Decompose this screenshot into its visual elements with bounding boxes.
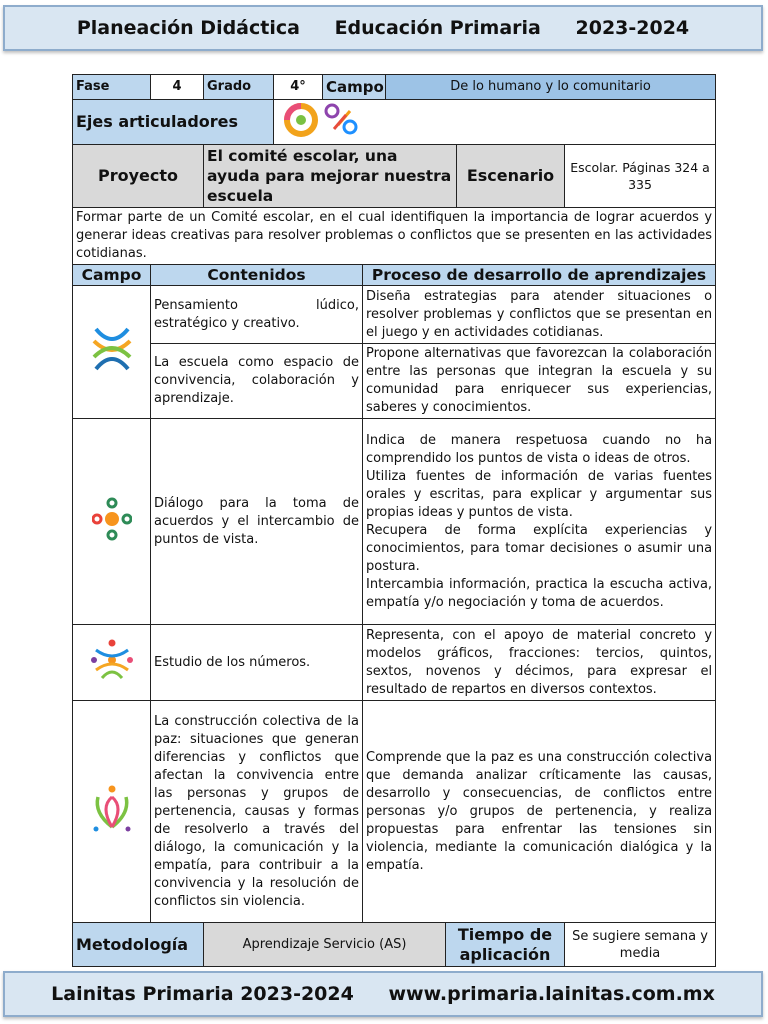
col-proceso: Proceso de desarrollo de aprendizajes xyxy=(363,265,716,286)
proyecto-row xyxy=(73,145,716,208)
proyecto-label: Proyecto xyxy=(73,145,204,208)
content-row xyxy=(73,344,716,419)
contenido-cell: Diálogo para la toma de acuerdos y el intercambio de puntos de vista. xyxy=(151,419,363,625)
metodologia-value: Aprendizaje Servicio (AS) xyxy=(204,923,446,967)
lenguajes-icon xyxy=(92,530,132,545)
campo-icon-cell xyxy=(73,419,151,625)
tiempo-value: Se sugiere semana y media xyxy=(565,923,716,967)
grado-value: 4° xyxy=(274,75,323,100)
tiempo-label: Tiempo de aplicación xyxy=(446,923,565,967)
grado-label: Grado xyxy=(204,75,274,100)
col-campo: Campo xyxy=(73,265,151,286)
ejes-label: Ejes articuladores xyxy=(73,100,274,145)
campo-icon-cell xyxy=(73,286,151,419)
proceso-cell xyxy=(363,419,716,625)
col-contenidos: Contenidos xyxy=(151,265,363,286)
header-year: 2023-2024 xyxy=(575,17,690,39)
inclusion-circle-icon xyxy=(284,126,322,141)
campo-icon-cell xyxy=(73,625,151,701)
campo-value: De lo humano y lo comunitario xyxy=(386,75,716,100)
footer-url[interactable]: www.primaria.lainitas.com.mx xyxy=(388,983,715,1005)
info-row xyxy=(73,75,716,100)
contenido-cell: Estudio de los números. xyxy=(151,625,363,701)
objetivo-row xyxy=(73,208,716,265)
humano-comunitario-icon xyxy=(90,364,134,379)
fase-value: 4 xyxy=(151,75,204,100)
campo-icon-cell xyxy=(73,701,151,923)
footer-brand: Lainitas Primaria 2023-2024 xyxy=(51,983,354,1005)
objetivo-text: Formar parte de un Comité escolar, en el cual identifiquen la importancia de lograr acuerdos y generar ideas creativas para resolver problemas o conflictos que se presenten en las actividades cotidianas. xyxy=(73,208,716,265)
proceso-item: Utiliza fuentes de información de varias fuentes orales y escritas, para explicar y argumentar sus propias ideas y puntos de vista. xyxy=(366,468,713,520)
footer-banner xyxy=(3,971,763,1017)
metodologia-row xyxy=(73,923,716,967)
ejes-icons xyxy=(274,100,716,145)
content-row xyxy=(73,625,716,701)
interculturalidad-icon xyxy=(322,126,362,141)
ejes-row xyxy=(73,100,716,145)
contenido-cell: La construcción colectiva de la paz: situaciones que generan diferencias y conflictos que afectan la convivencia entre las personas y grupos de pertenencia, causas y formas de resolverlo a través del diálogo, la comunicación y la empatía, para contribuir a la convivencia y la resolución de conflictos sin violencia. xyxy=(151,701,363,923)
proyecto-value: El comité escolar, una ayuda para mejorar nuestra escuela xyxy=(204,145,457,208)
etica-naturaleza-sociedades-icon xyxy=(90,824,134,839)
header-banner xyxy=(3,5,763,51)
proceso-cell: Propone alternativas que favorezcan la colaboración entre las personas que integran la escuela y su comunidad para enriquecer sus experiencias, saberes y conocimientos. xyxy=(363,344,716,419)
metodologia-label: Metodología xyxy=(73,923,204,967)
content-row xyxy=(73,286,716,344)
campo-label: Campo xyxy=(323,75,386,100)
contenido-cell: Pensamiento lúdico, estratégico y creativo. xyxy=(151,286,363,344)
escenario-label: Escenario xyxy=(457,145,565,208)
content-row xyxy=(73,419,716,625)
contenido-cell: La escuela como espacio de convivencia, colaboración y aprendizaje. xyxy=(151,344,363,419)
proceso-cell: Diseña estrategias para atender situaciones o resolver problemas y conflictos que se presentan en el juego y en actividades cotidianas. xyxy=(363,286,716,344)
column-header-row xyxy=(73,265,716,286)
proceso-item: Intercambia información, practica la escucha activa, empatía y/o negociación y toma de acuerdos. xyxy=(366,576,713,610)
proceso-cell: Comprende que la paz es una construcción colectiva que demanda analizar críticamente las causas, desarrollo y consecuencias, de conflictos entre personas y/o grupos de pertenencia, y realiza propuestas para enfrentar las tensiones sin violencia, mediante la comunicación dialógica y la empatía. xyxy=(363,701,716,923)
proceso-item: Indica de manera respetuosa cuando no ha comprendido los puntos de vista o ideas de otros. xyxy=(366,432,713,466)
saberes-pensamiento-cientifico-icon xyxy=(90,671,134,686)
proceso-cell: Representa, con el apoyo de material concreto y modelos gráficos, fracciones: tercios, quintos, sextos, novenos y décimos, para expresar el resultado de repartos en diversos contextos. xyxy=(363,625,716,701)
proceso-item: Recupera de forma explícita experiencias y conocimientos, para tomar decisiones o asumir una postura. xyxy=(366,522,713,574)
content-row xyxy=(73,701,716,923)
header-level: Educación Primaria xyxy=(334,17,541,39)
header-title: Planeación Didáctica xyxy=(76,17,300,39)
planning-table xyxy=(72,74,716,967)
fase-label: Fase xyxy=(73,75,151,100)
escenario-value: Escolar. Páginas 324 a 335 xyxy=(565,145,716,208)
